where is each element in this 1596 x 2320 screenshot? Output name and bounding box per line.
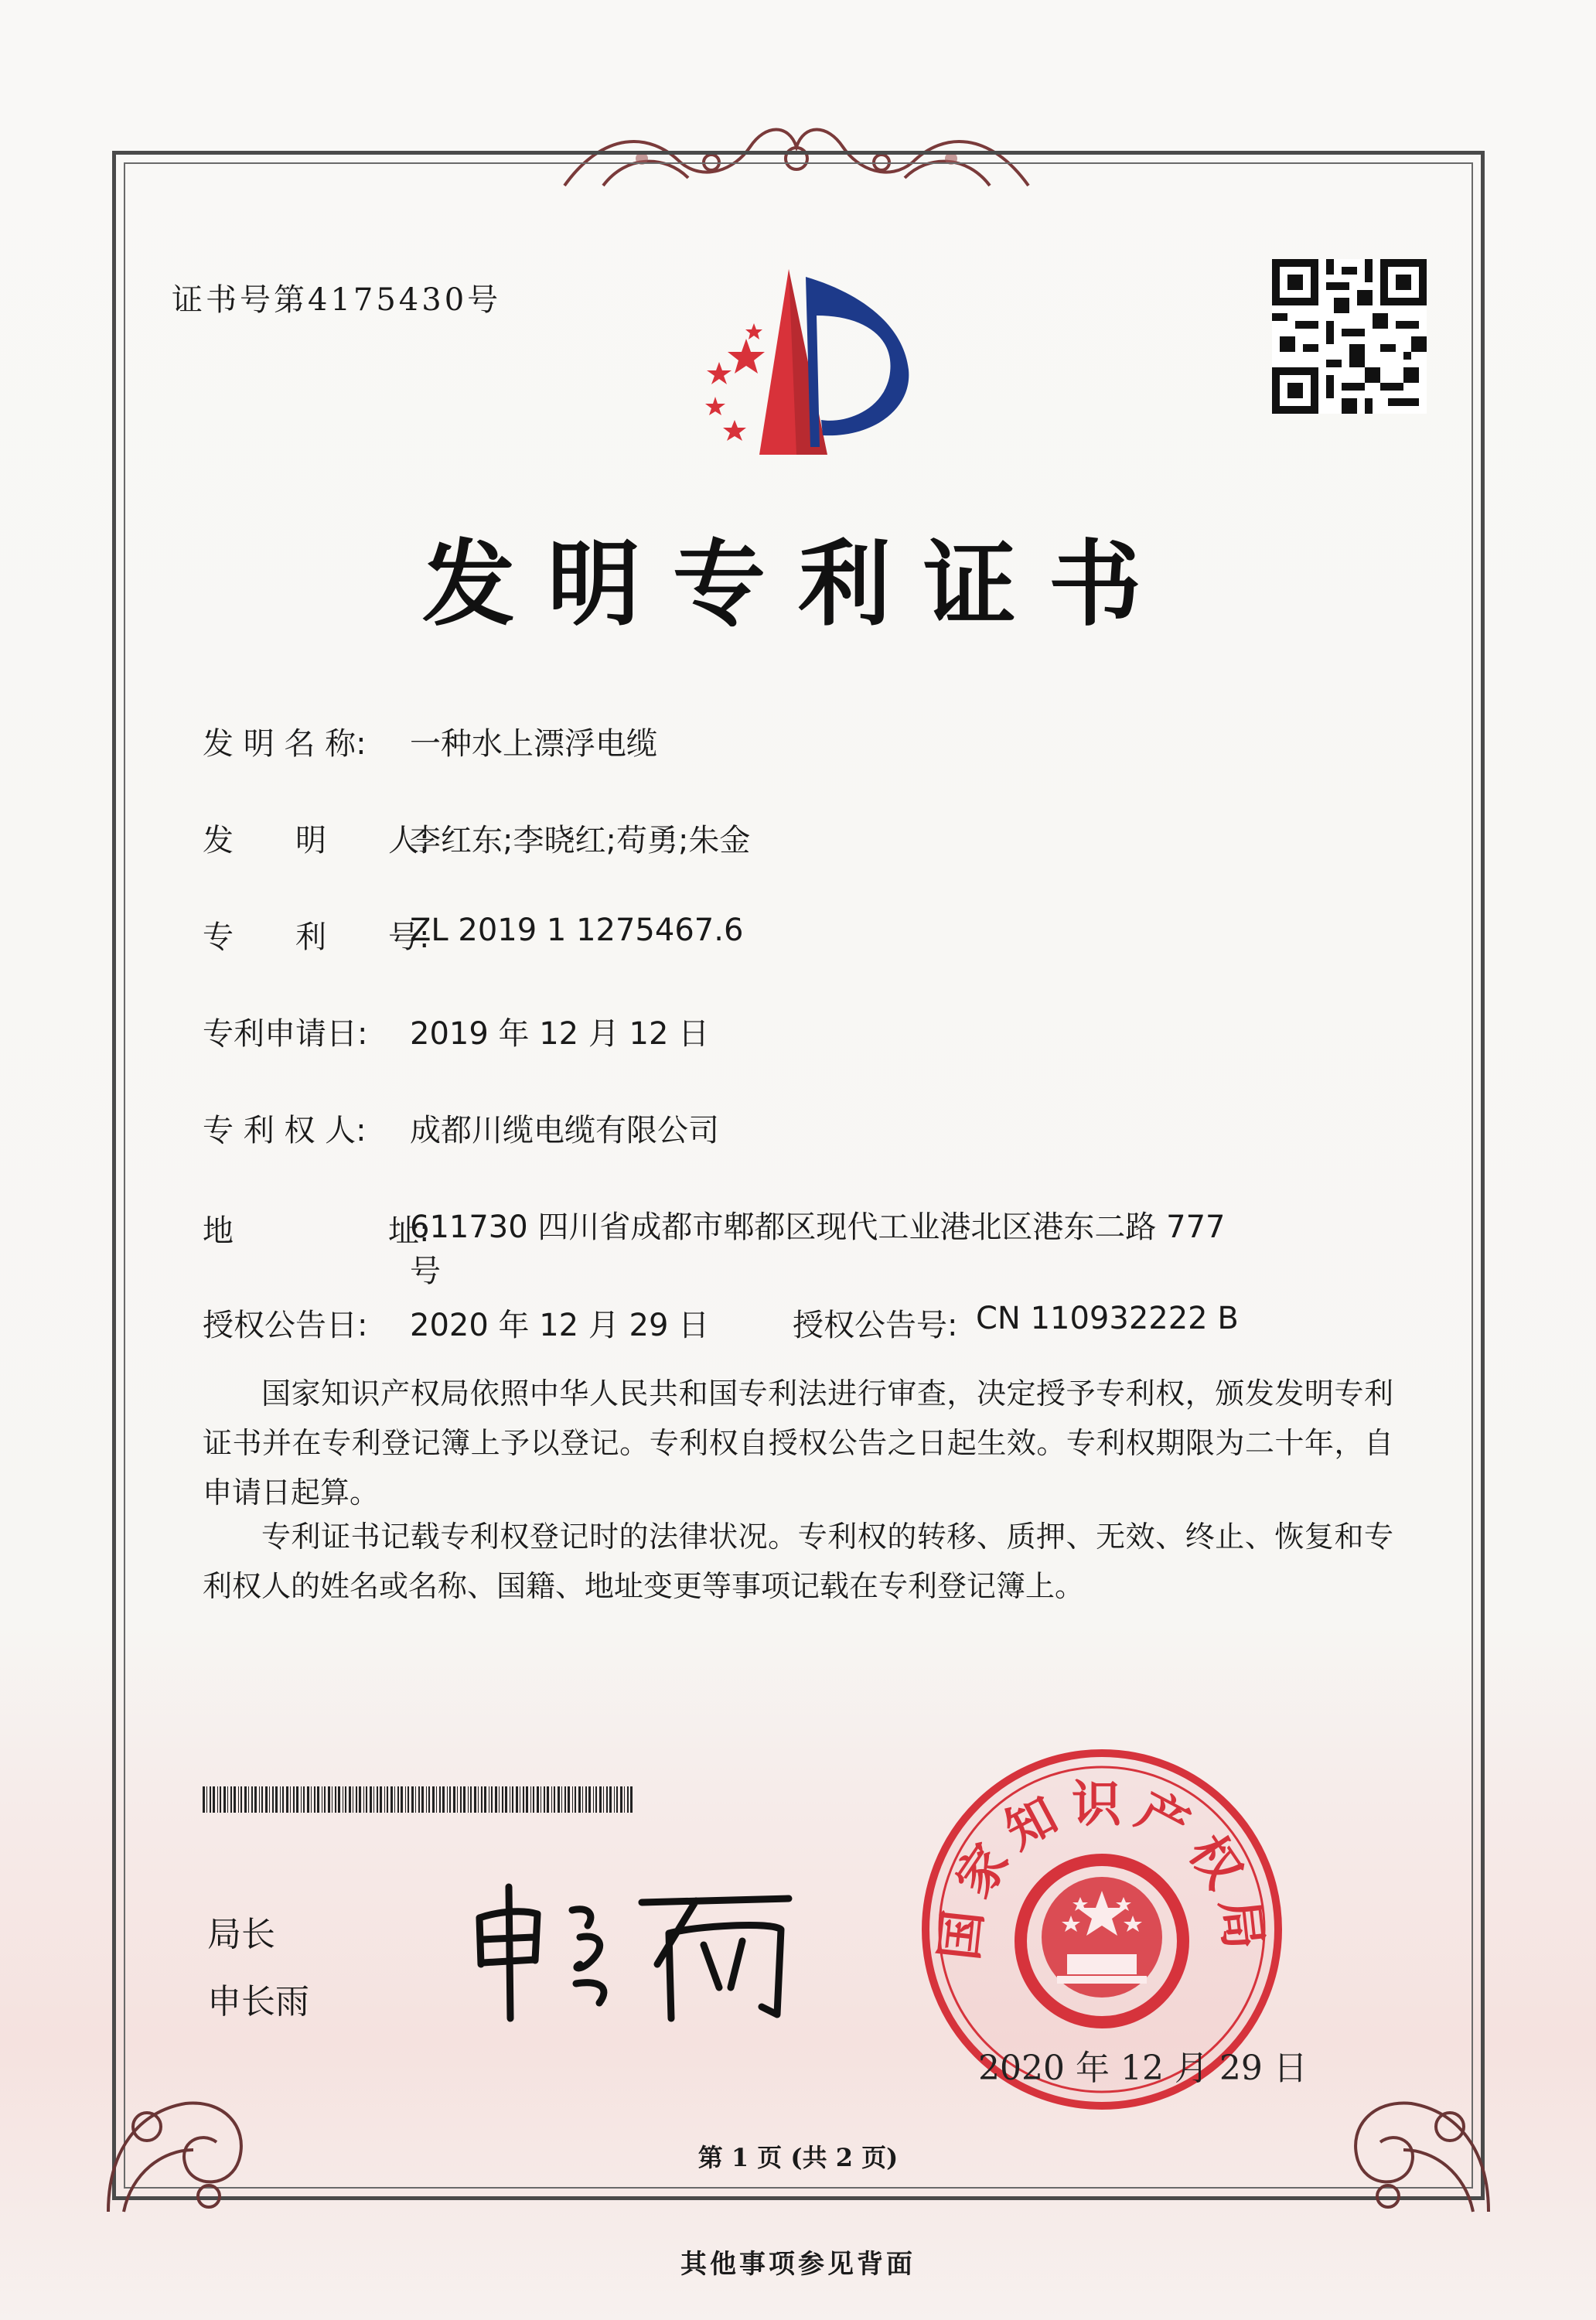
- patentee-label: 专 利 权 人:: [203, 1113, 367, 1148]
- address-value-line1: 611730 四川省成都市郫都区现代工业港北区港东二路 777: [410, 1209, 1226, 1245]
- patent-number-label: 专 利 号:: [203, 919, 430, 955]
- barcode-icon: [203, 1786, 636, 1813]
- address-value-line2: 号: [410, 1254, 441, 1289]
- application-date-value: 2019 年 12 月 12 日: [410, 1016, 710, 1052]
- grant-number-label: 授权公告号:: [793, 1308, 958, 1343]
- grant-date-label: 授权公告日:: [203, 1308, 368, 1343]
- invention-name-label: 发 明 名 称:: [203, 726, 367, 762]
- cnipa-logo-icon: [673, 261, 920, 462]
- inventors-label: 发 明 人:: [203, 823, 430, 858]
- qr-code-icon: [1272, 259, 1427, 414]
- official-name: 申长雨: [207, 1982, 309, 2021]
- invention-name-value: 一种水上漂浮电缆: [410, 726, 657, 762]
- back-note: 其他事项参见背面: [680, 2249, 916, 2280]
- inventors-value: 李红东;李晓红;苟勇;朱金: [410, 823, 751, 858]
- seal-date: 2020 年 12 月 29 日: [978, 2049, 1308, 2088]
- patentee-value: 成都川缆电缆有限公司: [410, 1113, 719, 1148]
- director-signature: [464, 1871, 804, 2026]
- address-label: 地 址:: [203, 1213, 430, 1249]
- application-date-label: 专利申请日:: [203, 1016, 368, 1052]
- page-title: 发明专利证书: [422, 530, 1174, 639]
- patent-number-value: ZL 2019 1 1275467.6: [410, 913, 744, 948]
- legal-status-paragraph: 专利证书记载专利权登记时的法律状况。专利权的转移、质押、无效、终止、恢复和专利权人的姓名或名称、国籍、地址变更等事项记载在专利登记簿上。: [203, 1520, 1393, 1603]
- grant-date-value: 2020 年 12 月 29 日: [410, 1308, 710, 1343]
- grant-statement-paragraph: 国家知识产权局依照中华人民共和国专利法进行审查，决定授予专利权，颁发发明专利证书并在专利登记簿上予以登记。专利权自授权公告之日起生效。专利权期限为二十年，自申请日起算。: [203, 1377, 1393, 1510]
- grant-number-value: CN 110932222 B: [976, 1301, 1239, 1336]
- svg-text:国家知识产权局: 国家知识产权局: [930, 1776, 1274, 1963]
- official-title: 局长: [207, 1915, 275, 1954]
- page-indicator: 第 1 页 (共 2 页): [697, 2143, 899, 2172]
- certificate-number: 证书号第4175430号: [172, 282, 502, 318]
